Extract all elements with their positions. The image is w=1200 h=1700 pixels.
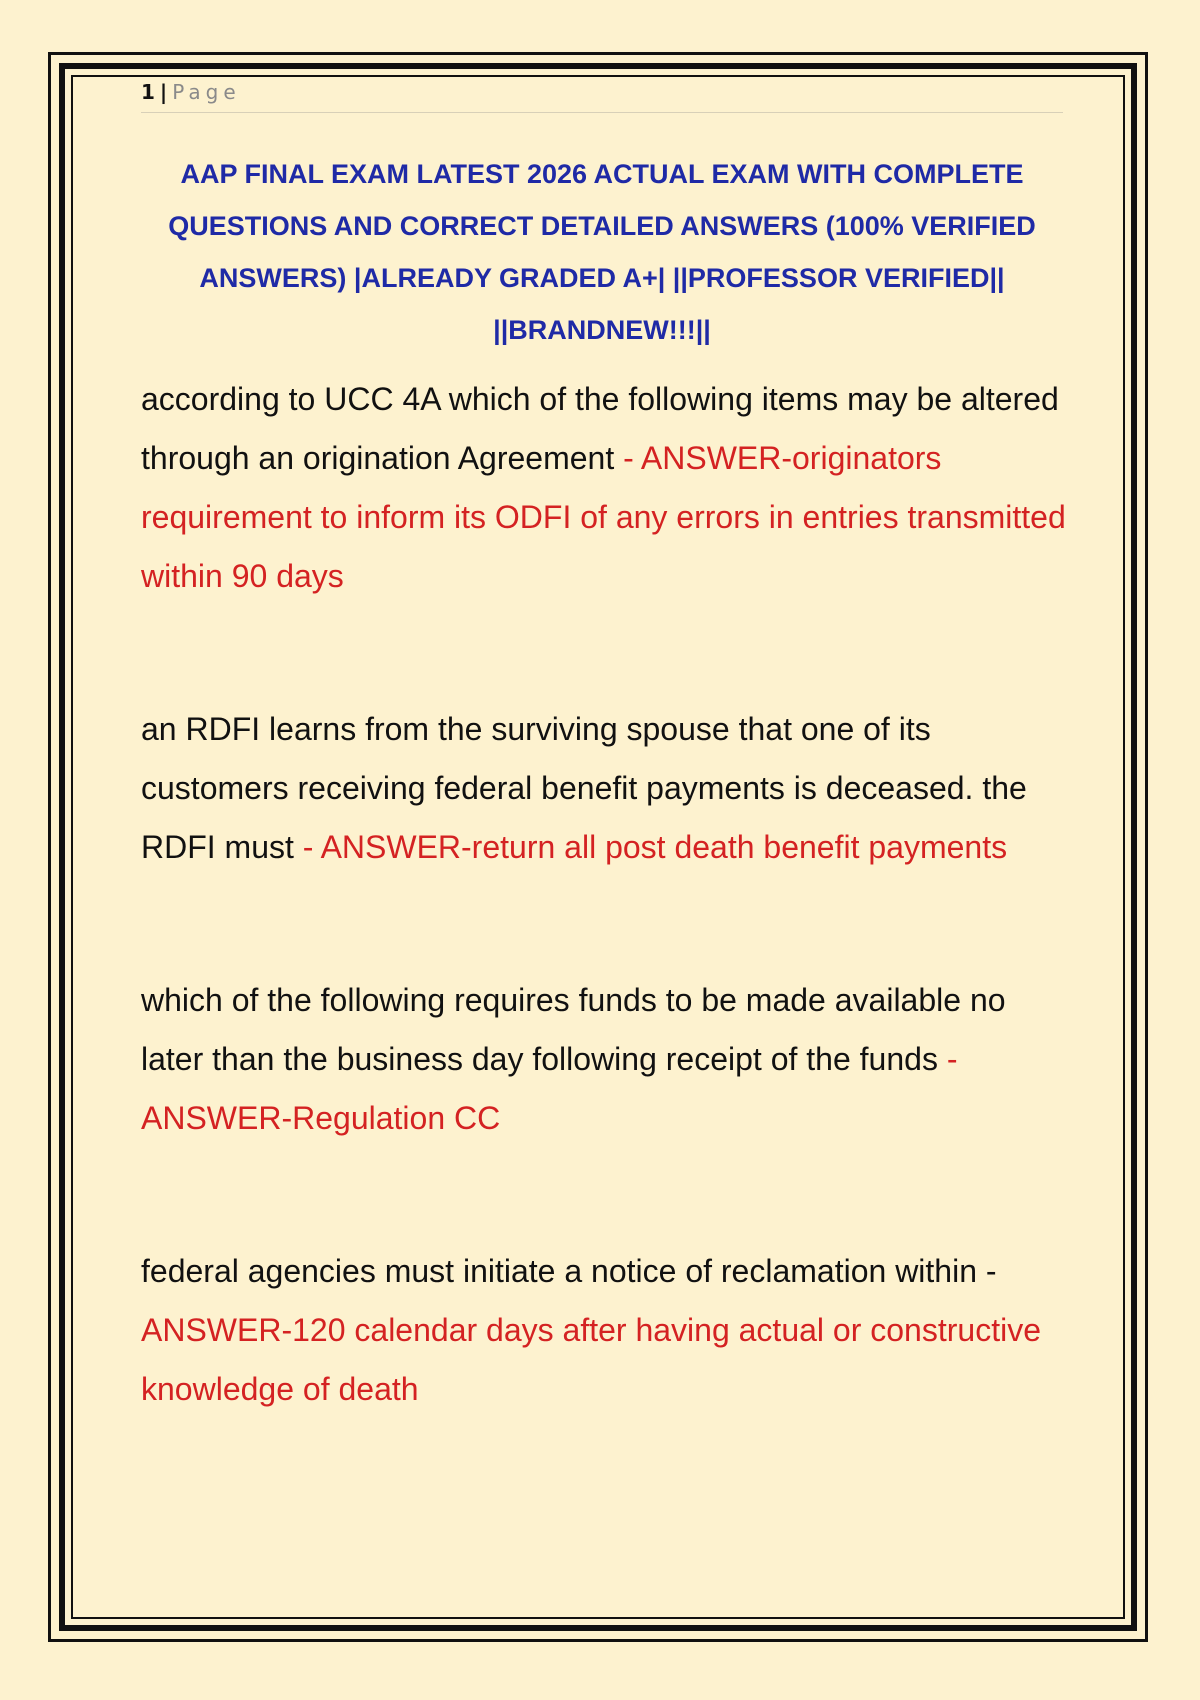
answer-text: - ANSWER-Regulation CC [141,1041,958,1136]
answer-text: ANSWER-120 calendar days after having actual or constructive knowledge of death [141,1312,1041,1407]
question-text: an RDFI learns from the surviving spouse that one of its customers receiving federal benefit payments is deceased. the RDFI must [141,711,1027,865]
question-text: federal agencies must initiate a notice of reclamation within - [141,1253,997,1289]
answer-text: - ANSWER-originators requirement to inform its ODFI of any errors in entries transmitted within 90 days [141,440,1066,594]
page-header [141,80,1063,113]
answer-text: - ANSWER-return all post death benefit payments [302,829,1008,865]
page-number: 1 [141,80,156,104]
document-title: AAP FINAL EXAM LATEST 2026 ACTUAL EXAM WITH COMPLETE QUESTIONS AND CORRECT DETAILED ANSWERS (100% VERIFIED ANSWERS) |ALREADY GRADED A+| ||PROFESSOR VERIFIED|| ||BRANDNEW!!!|| [168,159,1036,345]
qa-list [141,370,1071,1513]
page-label: Page [172,80,241,104]
question-text: according to UCC 4A which of the following items may be altered through an origination Agreement [141,381,1059,476]
qa-item-2 [141,700,1071,877]
page-separator: | [159,80,169,104]
qa-item-3 [141,971,1071,1148]
question-text: which of the following requires funds to be made available no later than the business day following receipt of the funds [141,982,1006,1077]
qa-item-1 [141,370,1071,606]
qa-item-4 [141,1242,1071,1419]
